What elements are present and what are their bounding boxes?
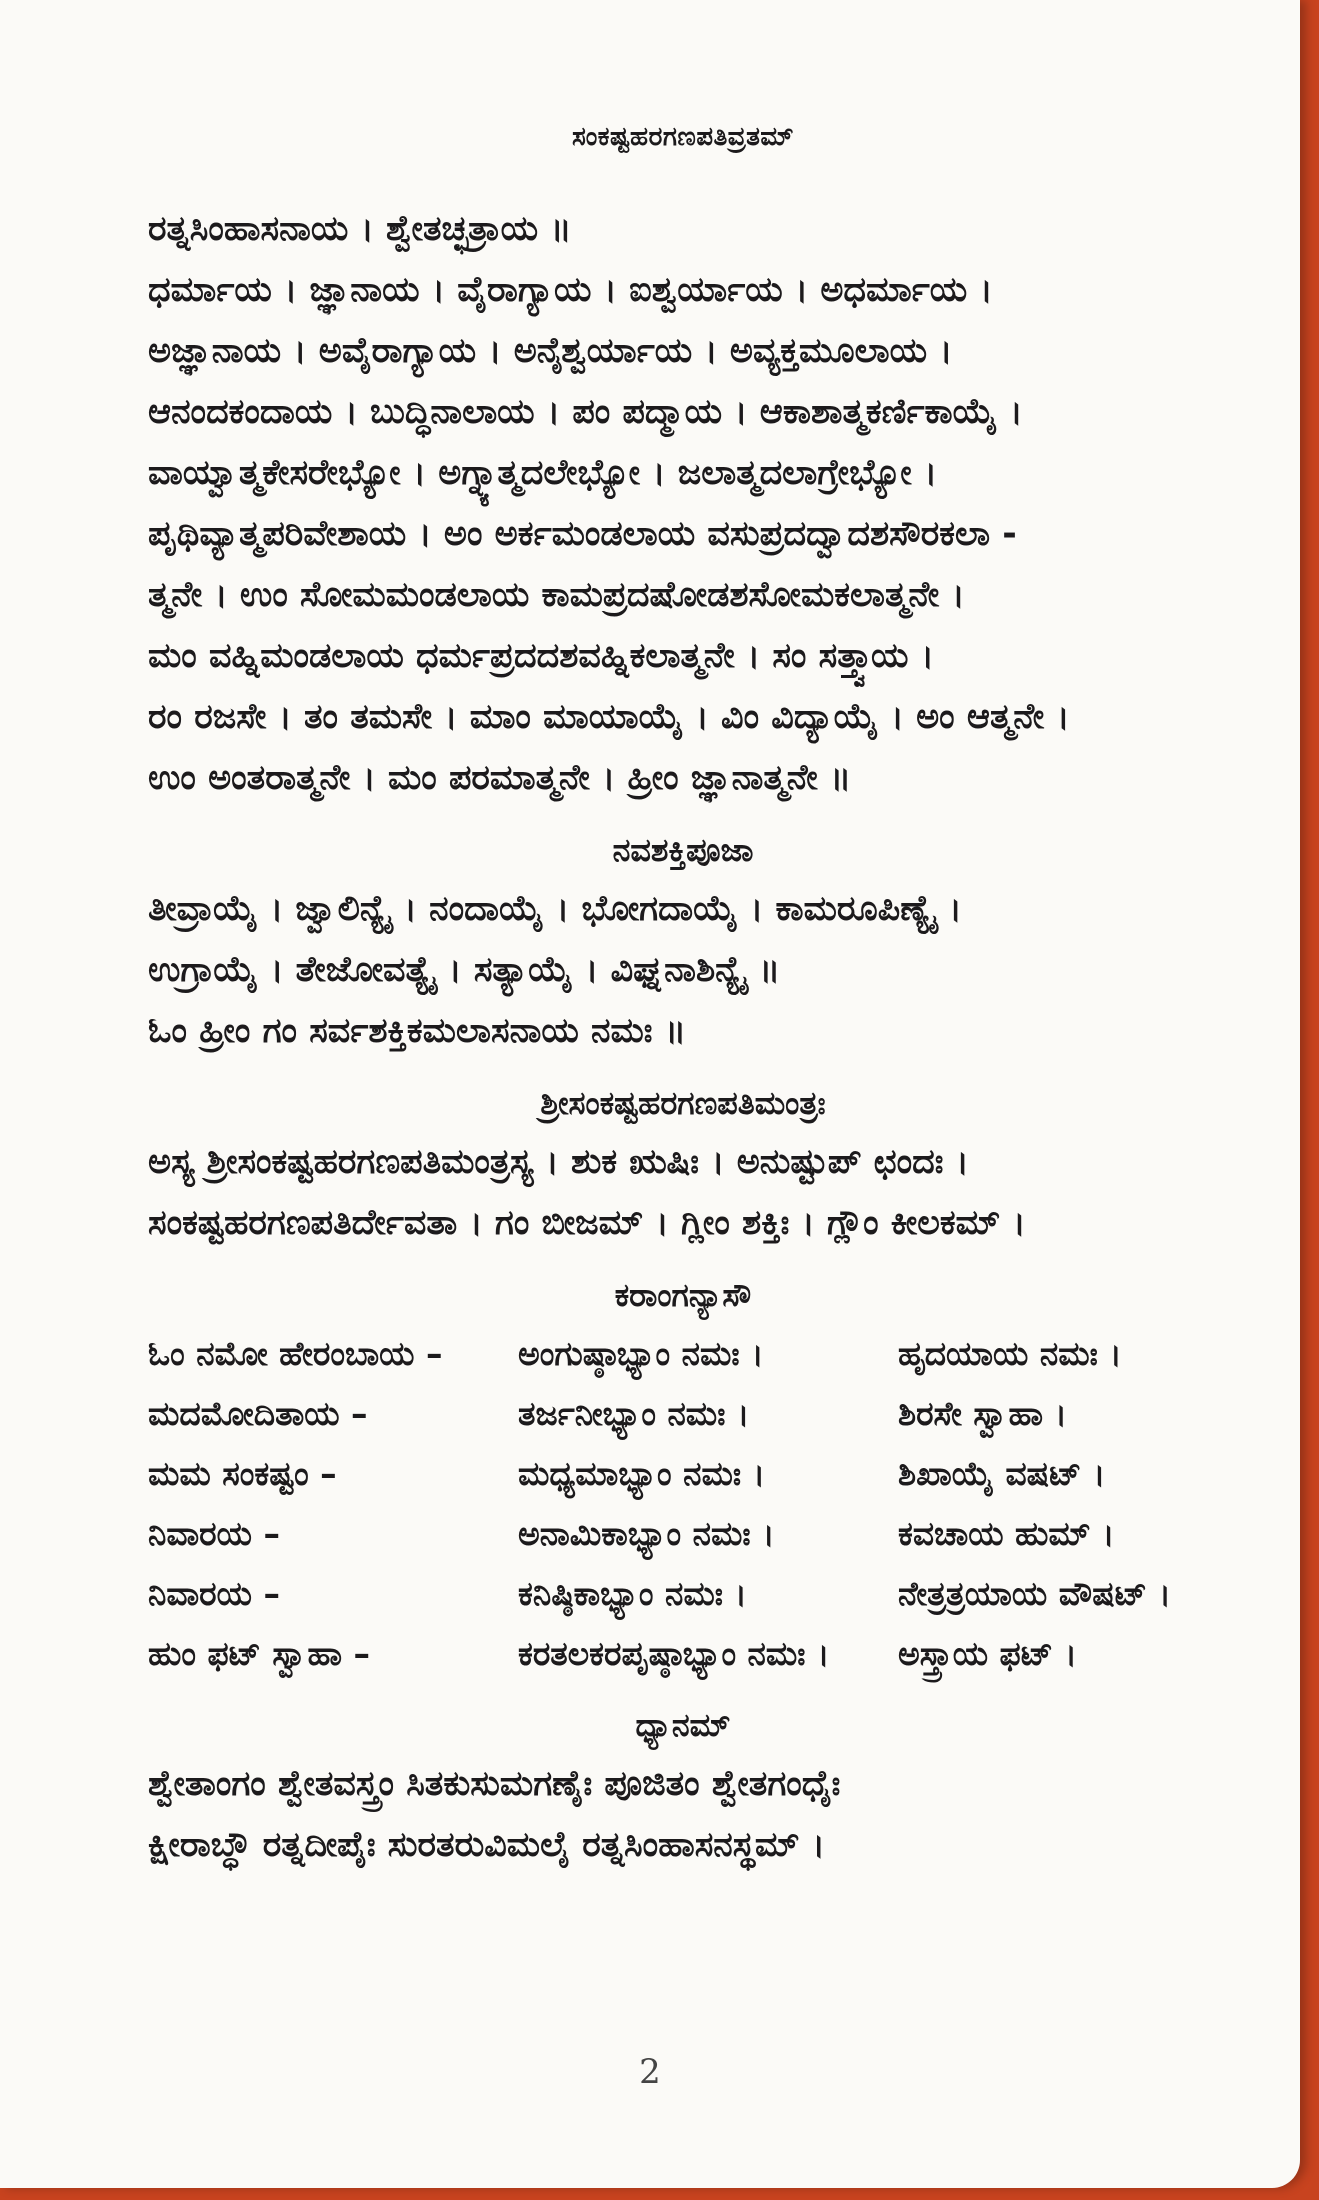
- page-number: 2: [639, 2052, 661, 2092]
- text-line: ಉಂ ಅಂತರಾತ್ಮನೇ । ಮಂ ಪರಮಾತ್ಮನೇ । ಹ್ರೀಂ ಜ್ಞಾನಾತ್ಮನೇ ॥: [148, 758, 852, 798]
- anga-nyasa: ಅಸ್ತ್ರಾಯ ಫಟ್ ।: [898, 1634, 1078, 1673]
- nyasa-row: [148, 1384, 1218, 1444]
- nyasa-mantra: ಹುಂ ಫಟ್ ಸ್ವಾಹಾ –: [148, 1634, 371, 1673]
- nyasa-mantra: ಮಮ ಸಂಕಷ್ಟಂ –: [148, 1454, 337, 1493]
- text-line: ಆನಂದಕಂದಾಯ । ಬುದ್ಧಿನಾಲಾಯ । ಪಂ ಪದ್ಮಾಯ । ಆಕಾಶಾತ್ಮಕರ್ಣಿಕಾಯೈ ।: [148, 392, 1023, 432]
- section-heading: ಶ್ರೀಸಂಕಷ್ಟಹರಗಣಪತಿಮಂತ್ರಃ: [540, 1084, 826, 1122]
- nyasa-mantra: ನಿವಾರಯ –: [148, 1514, 280, 1553]
- text-line: ಧರ್ಮಾಯ । ಜ್ಞಾನಾಯ । ವೈರಾಗ್ಯಾಯ । ಐಶ್ವರ್ಯಾಯ । ಅಧರ್ಮಾಯ ।: [148, 270, 993, 310]
- text-line: ಓಂ ಹ್ರೀಂ ಗಂ ಸರ್ವಶಕ್ತಿಕಮಲಾಸನಾಯ ನಮಃ ॥: [148, 1011, 687, 1051]
- section-navashakti: [148, 827, 1218, 1062]
- anga-nyasa: ಹೃದಯಾಯ ನಮಃ ।: [898, 1334, 1122, 1373]
- section-pitha-puja: [148, 199, 1218, 809]
- nyasa-row: [148, 1504, 1218, 1564]
- running-title: ಸಂಕಷ್ಟಹರಗಣಪತಿವ್ರತಮ್: [571, 122, 795, 152]
- text-line: ಅಸ್ಯ ಶ್ರೀಸಂಕಷ್ಟಹರಗಣಪತಿಮಂತ್ರಸ್ಯ । ಶುಕ ಋಷಿಃ । ಅನುಷ್ಟುಪ್ ಛಂದಃ ।: [148, 1142, 969, 1182]
- kara-nyasa: ತರ್ಜನೀಭ್ಯಾಂ ನಮಃ ।: [518, 1394, 750, 1433]
- text-line: ವಾಯ್ವಾತ್ಮಕೇಸರೇಭ್ಯೋ । ಅಗ್ನ್ಯಾತ್ಮದಲೇಭ್ಯೋ । ಜಲಾತ್ಮದಲಾಗ್ರೇಭ್ಯೋ ।: [148, 453, 938, 493]
- section-nyasa: [148, 1272, 1218, 1684]
- text-line: ರಂ ರಜಸೇ । ತಂ ತಮಸೇ । ಮಾಂ ಮಾಯಾಯೈ । ವಿಂ ವಿದ್ಯಾಯೈ । ಅಂ ಆತ್ಮನೇ ।: [148, 697, 1070, 737]
- text-line: ಅಜ್ಞಾನಾಯ । ಅವೈರಾಗ್ಯಾಯ । ಅನೈಶ್ವರ್ಯಾಯ । ಅವ್ಯಕ್ತಮೂಲಾಯ ।: [148, 331, 953, 371]
- text-line: ತೀವ್ರಾಯೈ । ಜ್ವಾಲಿನ್ಯೈ । ನಂದಾಯೈ । ಭೋಗದಾಯೈ । ಕಾಮರೂಪಿಣ್ಯೈ ।: [148, 889, 962, 929]
- section-heading: ಕರಾಂಗನ್ಯಾಸೌ: [614, 1276, 752, 1314]
- section-heading: ಧ್ಯಾನಮ್: [635, 1706, 731, 1744]
- text-line: ರತ್ನಸಿಂಹಾಸನಾಯ । ಶ್ವೇತಚ್ಛತ್ರಾಯ ॥: [148, 209, 572, 249]
- section-dhyana: [148, 1702, 1218, 1876]
- kara-nyasa: ಕನಿಷ್ಠಿಕಾಭ್ಯಾಂ ನಮಃ ।: [518, 1574, 747, 1613]
- page-text: [148, 122, 1218, 1876]
- kara-nyasa: ಅನಾಮಿಕಾಭ್ಯಾಂ ನಮಃ ।: [518, 1514, 775, 1553]
- nyasa-row: [148, 1624, 1218, 1684]
- kara-nyasa: ಮಧ್ಯಮಾಭ್ಯಾಂ ನಮಃ ।: [518, 1454, 766, 1493]
- nyasa-mantra: ನಿವಾರಯ –: [148, 1574, 280, 1613]
- text-line: ಪೃಥಿವ್ಯಾತ್ಮಪರಿವೇಶಾಯ । ಅಂ ಅರ್ಕಮಂಡಲಾಯ ವಸುಪ್ರದದ್ವಾದಶಸೌರಕಲಾ -: [148, 514, 1017, 554]
- text-line: ಉಗ್ರಾಯೈ । ತೇಜೋವತ್ಯೈ । ಸತ್ಯಾಯೈ । ವಿಘ್ನನಾಶಿನ್ಯೈ ॥: [148, 950, 781, 990]
- section-mantra: [148, 1080, 1218, 1254]
- kara-nyasa: ಅಂಗುಷ್ಠಾಭ್ಯಾಂ ನಮಃ ।: [518, 1334, 764, 1373]
- text-line: ಮಂ ವಹ್ನಿಮಂಡಲಾಯ ಧರ್ಮಪ್ರದದಶವಹ್ನಿಕಲಾತ್ಮನೇ । ಸಂ ಸತ್ತ್ವಾಯ ।: [148, 636, 935, 676]
- anga-nyasa: ನೇತ್ರತ್ರಯಾಯ ವೌಷಟ್ ।: [898, 1574, 1171, 1613]
- nyasa-mantra: ಓಂ ನಮೋ ಹೇರಂಬಾಯ –: [148, 1334, 443, 1373]
- nyasa-row: [148, 1324, 1218, 1384]
- text-line: ಸಂಕಷ್ಟಹರಗಣಪತಿರ್ದೇವತಾ । ಗಂ ಬೀಜಮ್ । ಗ್ಲೀಂ ಶಕ್ತಿಃ । ಗ್ಲೌಂ ಕೀಲಕಮ್ ।: [148, 1203, 1026, 1243]
- anga-nyasa: ಕವಚಾಯ ಹುಮ್ ।: [898, 1514, 1115, 1553]
- kara-nyasa: ಕರತಲಕರಪೃಷ್ಠಾಭ್ಯಾಂ ನಮಃ ।: [518, 1634, 830, 1673]
- anga-nyasa: ಶಿಖಾಯೈ ವಷಟ್ ।: [898, 1454, 1106, 1493]
- anga-nyasa: ಶಿರಸೇ ಸ್ವಾಹಾ ।: [898, 1394, 1068, 1433]
- nyasa-mantra: ಮದಮೋದಿತಾಯ –: [148, 1394, 368, 1433]
- text-line: ತ್ಮನೇ । ಉಂ ಸೋಮಮಂಡಲಾಯ ಕಾಮಪ್ರದಷೋಡಶಸೋಮಕಲಾತ್ಮನೇ ।: [148, 575, 965, 615]
- text-line: ಕ್ಷೀರಾಬ್ಧೌ ರತ್ನದೀಪೈಃ ಸುರತರುವಿಮಲೈ ರತ್ನಸಿಂಹಾಸನಸ್ಥಮ್ ।: [148, 1825, 825, 1865]
- text-line: ಶ್ವೇತಾಂಗಂ ಶ್ವೇತವಸ್ತ್ರಂ ಸಿತಕುಸುಮಗಣೈಃ ಪೂಜಿತಂ ಶ್ವೇತಗಂಧೈಃ: [148, 1764, 841, 1804]
- section-heading: ನವಶಕ್ತಿಪೂಜಾ: [612, 831, 754, 869]
- nyasa-row: [148, 1564, 1218, 1624]
- nyasa-row: [148, 1444, 1218, 1504]
